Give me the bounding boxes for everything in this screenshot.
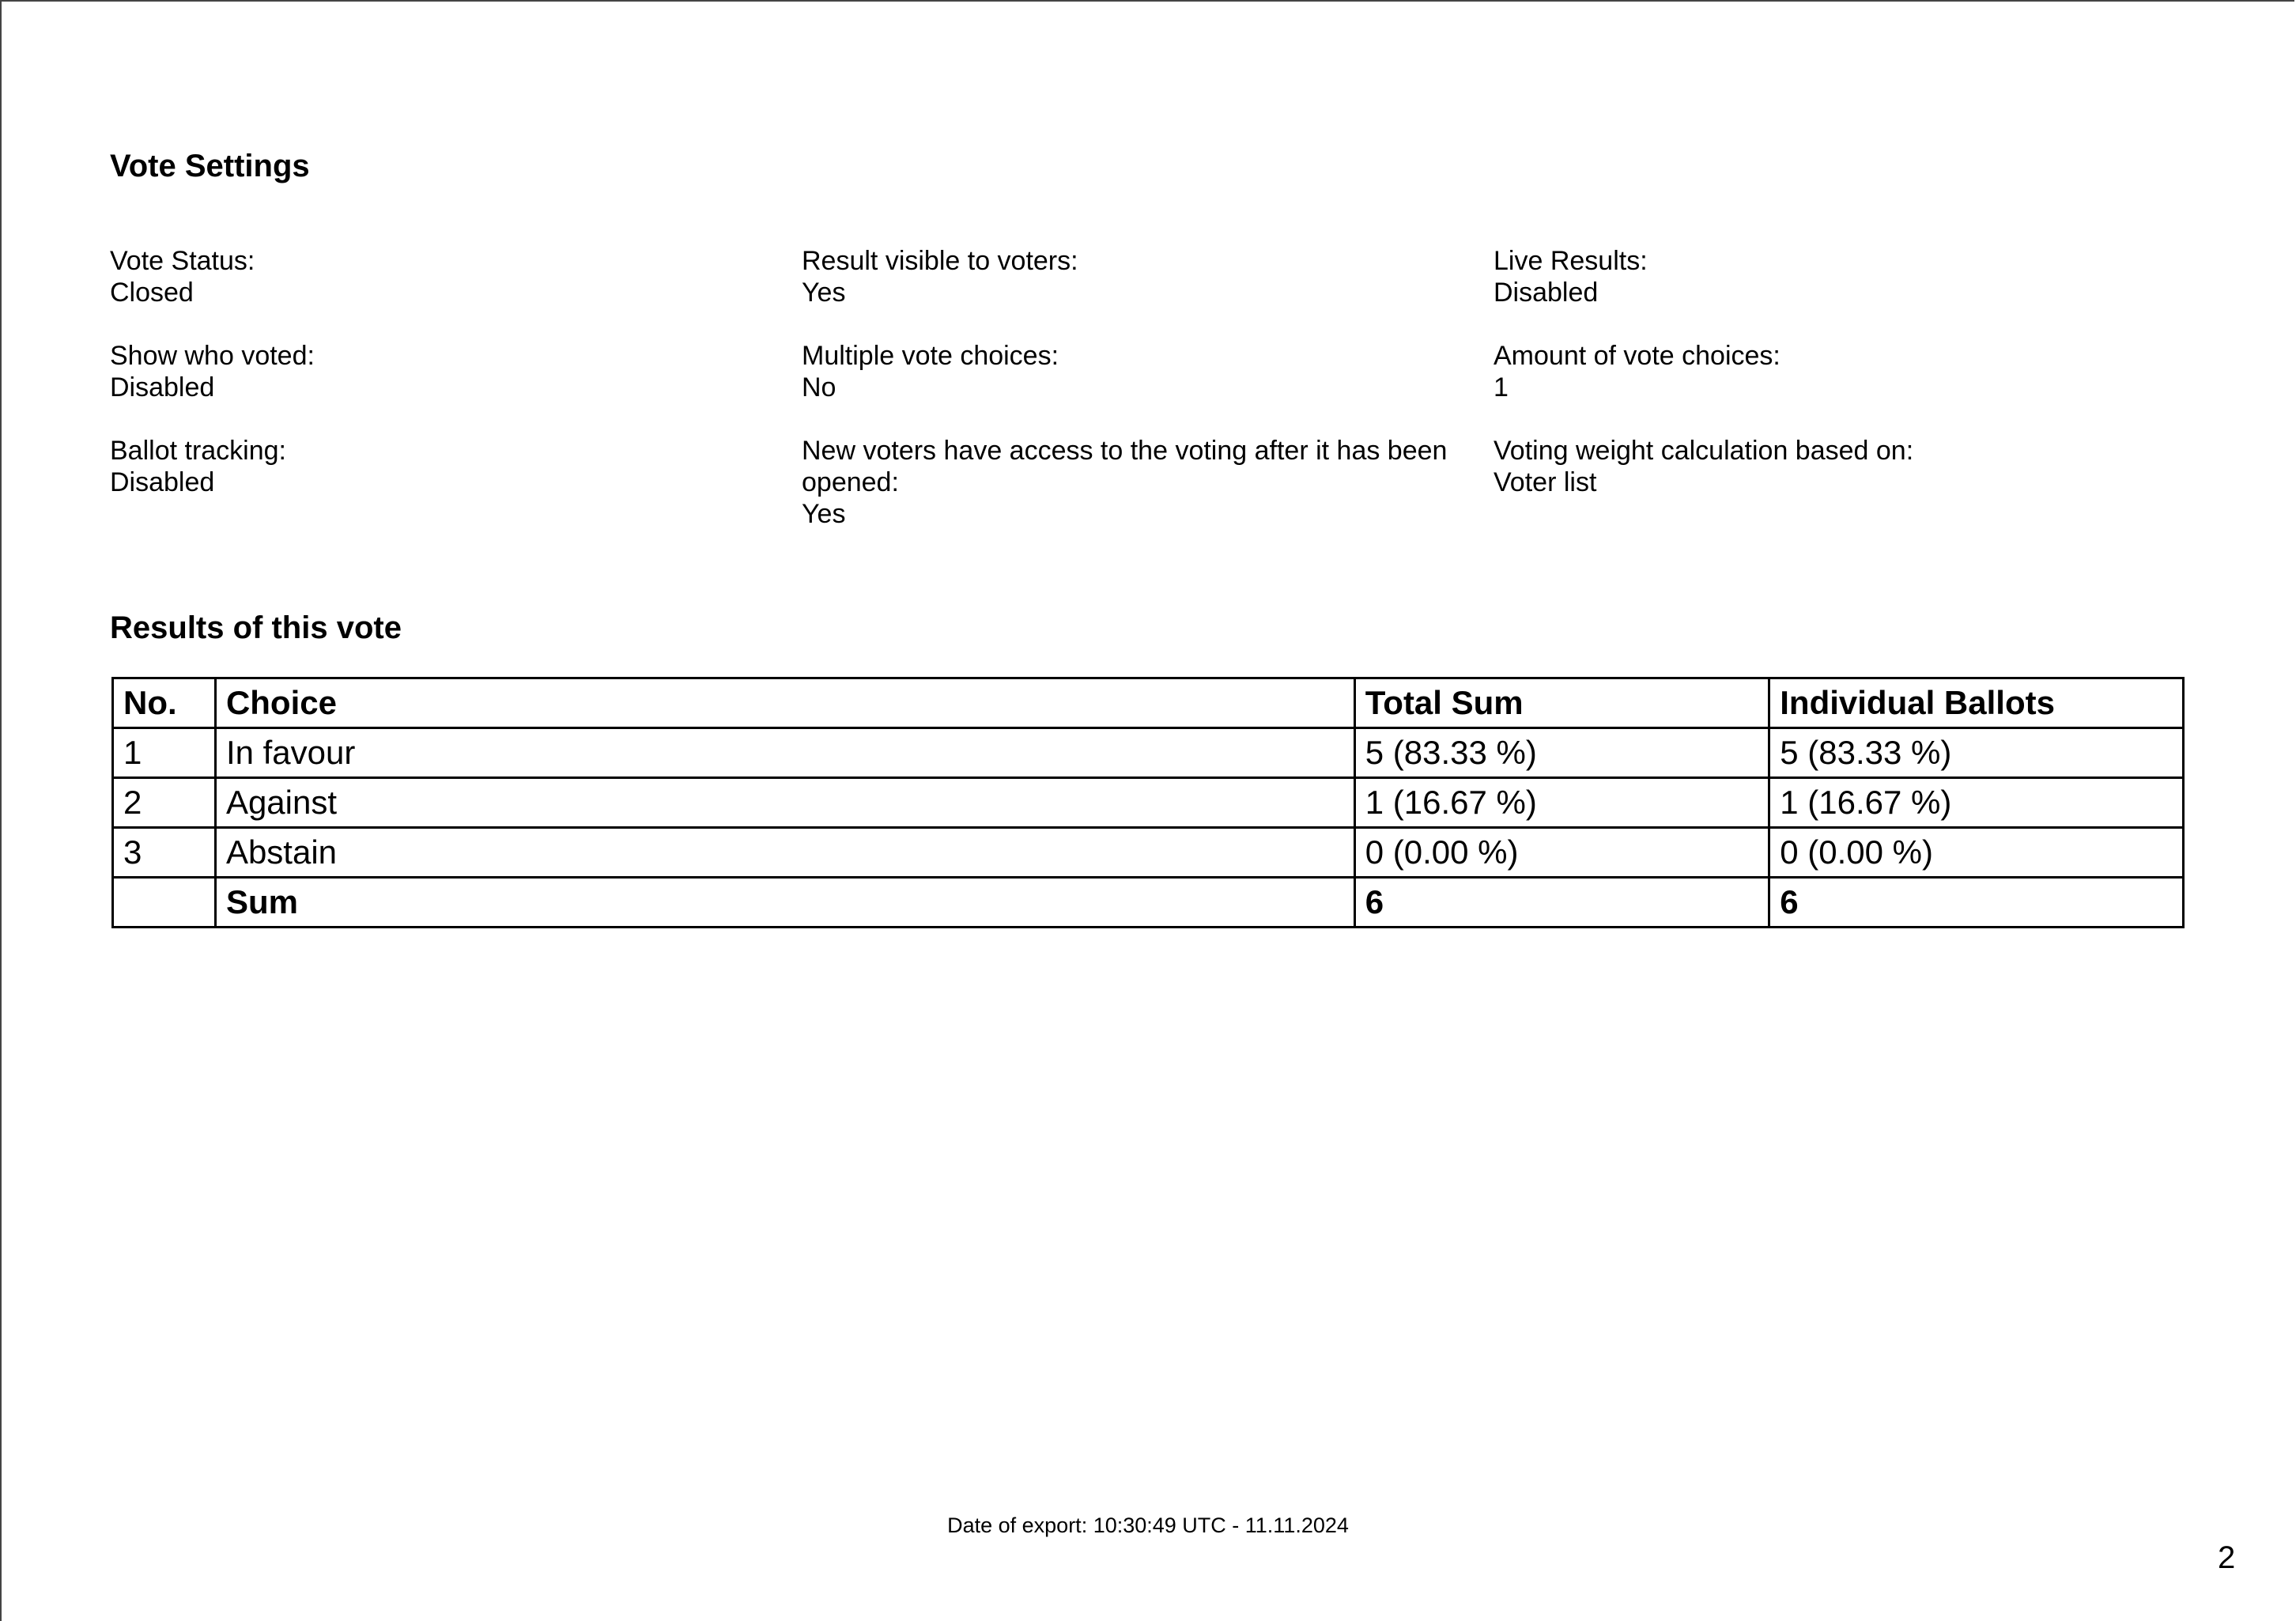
table-row — [113, 728, 2184, 778]
cell-choice: Against — [215, 778, 1354, 828]
cell-no — [113, 878, 216, 928]
setting-label: Ballot tracking: — [110, 436, 286, 466]
cell-individual-ballots: 1 (16.67 %) — [1769, 778, 2184, 828]
setting-label: Show who voted: — [110, 341, 315, 371]
cell-no: 3 — [113, 828, 216, 878]
cell-choice: In favour — [215, 728, 1354, 778]
setting-value: Disabled — [110, 467, 215, 497]
cell-choice: Abstain — [215, 828, 1354, 878]
vote-settings-heading: Vote Settings — [110, 149, 310, 183]
header-individual-ballots: Individual Ballots — [1769, 678, 2184, 728]
setting-label: Amount of vote choices: — [1494, 341, 1781, 371]
setting-label: Live Results: — [1494, 246, 1648, 276]
setting-ballot-tracking — [110, 435, 802, 530]
table-sum-row — [113, 878, 2184, 928]
setting-label: Result visible to voters: — [802, 246, 1078, 276]
setting-live-results — [1494, 245, 2185, 308]
setting-value: Disabled — [110, 372, 215, 402]
setting-label: Multiple vote choices: — [802, 341, 1059, 371]
cell-sum-label: Sum — [215, 878, 1354, 928]
table-row — [113, 828, 2184, 878]
cell-total-sum: 6 — [1354, 878, 1769, 928]
cell-individual-ballots: 0 (0.00 %) — [1769, 828, 2184, 878]
table-header-row — [113, 678, 2184, 728]
setting-new-voters-access — [802, 435, 1474, 530]
header-total-sum: Total Sum — [1354, 678, 1769, 728]
setting-value: Yes — [802, 278, 846, 308]
table-row — [113, 778, 2184, 828]
export-date: Date of export: 10:30:49 UTC - 11.11.2024 — [947, 1513, 1349, 1537]
page-number: 2 — [2218, 1540, 2236, 1575]
results-heading: Results of this vote — [110, 610, 402, 645]
setting-value: 1 — [1494, 372, 1509, 402]
setting-value: Disabled — [1494, 278, 1599, 308]
cell-total-sum: 0 (0.00 %) — [1354, 828, 1769, 878]
cell-individual-ballots: 5 (83.33 %) — [1769, 728, 2184, 778]
cell-no: 1 — [113, 728, 216, 778]
setting-vote-status — [110, 245, 802, 308]
cell-total-sum: 1 (16.67 %) — [1354, 778, 1769, 828]
cell-individual-ballots: 6 — [1769, 878, 2184, 928]
cell-total-sum: 5 (83.33 %) — [1354, 728, 1769, 778]
vote-settings-grid — [110, 245, 2205, 530]
setting-label: New voters have access to the voting after it has been opened: — [802, 436, 1448, 497]
header-choice: Choice — [215, 678, 1354, 728]
setting-value: Closed — [110, 278, 194, 308]
setting-value: Voter list — [1494, 467, 1597, 497]
header-no: No. — [113, 678, 216, 728]
setting-voting-weight — [1494, 435, 2185, 530]
setting-label: Voting weight calculation based on: — [1494, 436, 1914, 466]
setting-show-who-voted — [110, 340, 802, 403]
setting-value: No — [802, 372, 836, 402]
setting-amount-choices — [1494, 340, 2185, 403]
setting-value: Yes — [802, 499, 846, 529]
setting-result-visible — [802, 245, 1494, 308]
setting-label: Vote Status: — [110, 246, 255, 276]
cell-no: 2 — [113, 778, 216, 828]
setting-multiple-choices — [802, 340, 1494, 403]
results-table — [111, 677, 2185, 928]
